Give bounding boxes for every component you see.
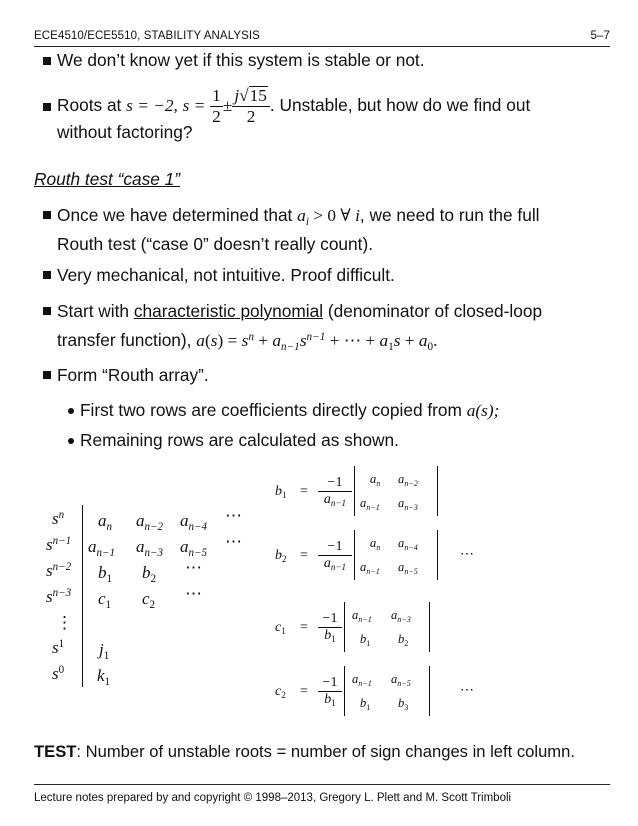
bullet-coeff-positive: Once we have determined that $a_i > 0$ ∀ i, we need to run the full <box>57 205 540 228</box>
running-header: ECE4510/ECE5510, STABILITY ANALYSIS <box>34 30 260 42</box>
bullet-square <box>43 371 51 379</box>
bullet-square <box>43 307 51 315</box>
routh-vdots: ⋮ <box>56 613 73 632</box>
routh-power-sn-2: $s^{n-2}$ <box>46 560 72 580</box>
routh-cell: $c_1$ <box>98 589 112 611</box>
bullet-mechanical: Very mechanical, not intuitive. Proof difficult. <box>57 265 395 285</box>
formula-c1-lhs: $c_1$ <box>275 620 286 637</box>
bullet-roots-line2: without factoring? <box>57 122 193 142</box>
fraction-j-root-15-over-2: $\frac{j√15}{2}$ <box>232 86 270 127</box>
routh-power-sn-3: $s^{n-3}$ <box>46 586 72 606</box>
equals-sign: = <box>300 684 308 699</box>
routh-cell: $a_{n-3}$ <box>136 537 164 559</box>
formula-c2-coef: $\frac{-1}{b_1}$ <box>318 675 342 708</box>
formula-dots: ⋯ <box>460 683 474 698</box>
formula-b1-lhs: $b_1$ <box>275 484 287 501</box>
term-characteristic-polynomial: characteristic polynomial <box>133 301 324 321</box>
bullet-dot <box>68 408 74 414</box>
routh-divider <box>82 505 83 687</box>
test-label: TEST <box>34 742 77 761</box>
bullet-first-two-rows: First two rows are coefficients directly copied from a(s); <box>80 400 500 420</box>
formula-b2-coef: $\frac{-1}{a_{n-1}}$ <box>318 539 352 572</box>
page-number: 5–7 <box>590 30 610 42</box>
equals-sign: = <box>300 548 308 563</box>
fraction-one-half: $\frac{1}{2}$ <box>212 86 221 126</box>
math-s-equals-minus-two: s = −2, <box>126 96 178 115</box>
bullet-square <box>43 57 51 65</box>
bullet-routh-array: Form “Routh array”. <box>57 365 209 385</box>
routh-cell: $b_1$ <box>98 563 113 585</box>
routh-cell: $a_{n-1}$ <box>88 537 116 559</box>
bullet-stability-unknown: We don’t know yet if this system is stable or not. <box>57 50 425 70</box>
bullet-remaining-rows: Remaining rows are calculated as shown. <box>80 430 399 450</box>
routh-cell: $j_1$ <box>99 640 110 662</box>
bullet-characteristic-line2: transfer function), $a(s) = s^n + a_{n-1}s^{n-1}$ + ⋯ + $a_1s + a_0$. <box>57 330 438 353</box>
bullet-roots: Roots at s = −2, s = $\frac{1}{2}$ ± $\frac{j√15}{2}$ . Unstable, but how do we find out <box>57 86 531 126</box>
routh-cell: $a_{n-4}$ <box>180 511 208 533</box>
routh-cell: $b_2$ <box>142 563 157 585</box>
routh-cell: $c_2$ <box>142 589 156 611</box>
footer-copyright: Lecture notes prepared by and copyright © 1998–2013, Gregory L. Plett and M. Scott Trimboli <box>34 792 512 804</box>
routh-power-sn: $s^n$ <box>52 508 65 528</box>
bullet-square <box>43 103 51 111</box>
routh-cell: $a_{n-2}$ <box>136 511 164 533</box>
bullet-coeff-positive-line2: Routh test (“case 0” doesn’t really count). <box>57 234 374 254</box>
routh-cell: $a_n$ <box>98 511 113 533</box>
routh-cell-dots: ⋯ <box>185 584 202 603</box>
routh-power-s0: $s^0$ <box>52 663 65 683</box>
formula-c2-lhs: $c_2$ <box>275 684 286 701</box>
formula-b1-coef: $\frac{-1}{a_{n-1}}$ <box>318 475 352 508</box>
bullet-characteristic: Start with characteristic polynomial (denominator of closed-loop <box>57 301 543 321</box>
footer-rule <box>34 784 610 785</box>
formula-c1-coef: $\frac{-1}{b_1}$ <box>318 611 342 644</box>
equals-sign: = <box>300 620 308 635</box>
formula-b2-lhs: $b_2$ <box>275 548 287 565</box>
routh-power-s1: $s^1$ <box>52 637 65 657</box>
routh-cell-dots: ⋯ <box>225 506 242 525</box>
equals-sign: = <box>300 484 308 499</box>
bullet-square <box>43 211 51 219</box>
routh-cell-dots: ⋯ <box>225 532 242 551</box>
bullet-square <box>43 271 51 279</box>
routh-power-sn-1: $s^{n-1}$ <box>46 534 72 554</box>
bullet-dot <box>68 438 74 444</box>
math-characteristic-polynomial: $a(s) = s^n + a_{n-1}s^{n-1}$ + ⋯ + $a_1s + a_0$. <box>196 330 438 353</box>
routh-cell-dots: ⋯ <box>185 558 202 577</box>
section-title: Routh test “case 1” <box>34 169 180 189</box>
formula-dots: ⋯ <box>460 547 474 562</box>
routh-cell: $a_{n-5}$ <box>180 537 208 559</box>
routh-cell: $k_1$ <box>97 666 111 688</box>
copyright-icon: © <box>243 792 253 804</box>
test-statement: TEST: Number of unstable roots = number of sign changes in left column. <box>34 742 575 761</box>
